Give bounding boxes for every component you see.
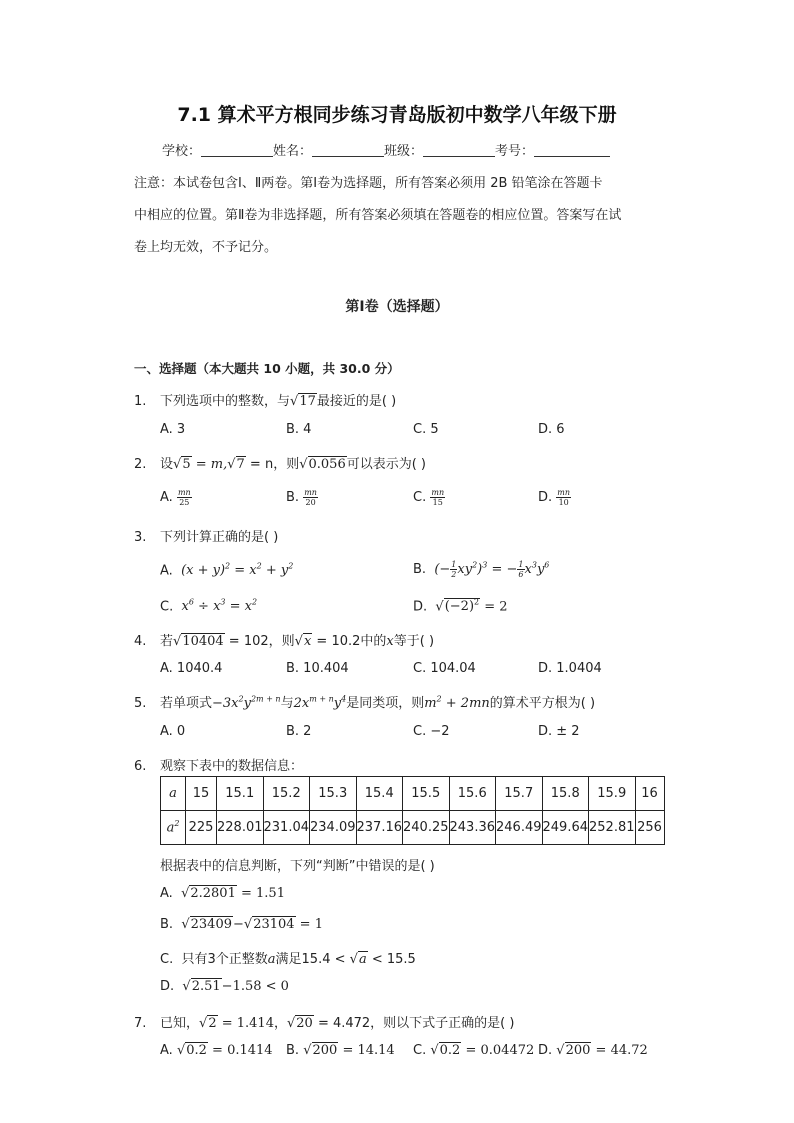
option-label: D. xyxy=(160,979,175,994)
stem-text: 只有3个正整数 xyxy=(181,952,268,967)
option-label: C. xyxy=(413,490,427,505)
table-cell: 15.6 xyxy=(449,777,496,811)
sqrt-expr: √23409 xyxy=(181,917,232,932)
stem-text: 可以表示为( ) xyxy=(346,457,426,472)
question-3 xyxy=(134,526,278,545)
option-d[interactable] xyxy=(538,1043,648,1058)
math-text: 2x xyxy=(293,696,310,711)
question-5 xyxy=(134,692,595,711)
stem-text: 观察下表中的数据信息： xyxy=(160,759,304,774)
exponent: 2 xyxy=(472,560,478,570)
table-cell: 16 xyxy=(635,777,664,811)
question-number: 3. xyxy=(134,530,147,545)
exponent: 6 xyxy=(188,598,194,607)
table-cell: 256 xyxy=(635,811,664,845)
option-b[interactable] xyxy=(413,560,549,579)
exponent: 2 xyxy=(238,694,244,704)
radicand: 23104 xyxy=(253,917,295,932)
math-text: ÷ x xyxy=(193,599,221,615)
radicand: x xyxy=(303,634,312,649)
numerator: mn xyxy=(431,488,445,497)
sqrt-expr: √x xyxy=(294,634,312,649)
stem-text: 是同类项，则 xyxy=(346,696,425,711)
part-heading xyxy=(134,359,400,377)
class-blank[interactable] xyxy=(423,142,495,157)
stem-text: 设 xyxy=(160,457,174,472)
math-text: y xyxy=(536,562,545,577)
stem-text: 下列计算正确的是( ) xyxy=(160,530,279,545)
option-a[interactable]: A. 0 xyxy=(160,724,186,739)
math-expr xyxy=(212,696,281,711)
option-a[interactable] xyxy=(160,488,192,507)
table-cell: 234.09 xyxy=(310,811,357,845)
math-text: = 0.1414 xyxy=(207,1043,273,1058)
option-label: C. xyxy=(413,1043,427,1058)
denominator: 6 xyxy=(518,570,524,579)
option-label: B. xyxy=(160,917,174,932)
option-label: C. xyxy=(160,952,174,967)
sqrt-expr: √a xyxy=(349,952,367,967)
math-text: = x xyxy=(230,563,257,579)
radicand: 200 xyxy=(565,1043,591,1058)
radicand: 20 xyxy=(296,1016,313,1031)
section-title: 第Ⅰ卷（选择题） xyxy=(345,299,449,315)
class-label: 班级： xyxy=(384,144,424,159)
exponent: 2 xyxy=(225,562,231,571)
option-b[interactable] xyxy=(286,1043,395,1058)
option-label: D. xyxy=(538,490,553,505)
fraction xyxy=(556,488,571,507)
exponent: 3 xyxy=(220,598,226,607)
fraction xyxy=(517,560,524,579)
sqrt-expr: √2.51 xyxy=(182,979,221,994)
option-label: D. xyxy=(538,1043,553,1058)
option-c[interactable]: C. −2 xyxy=(413,724,450,739)
numerator: mn xyxy=(557,488,571,497)
math-expr xyxy=(181,599,257,614)
option-label: C. xyxy=(160,599,174,615)
math-text: = 44.72 xyxy=(591,1043,648,1058)
table-cell: 15.4 xyxy=(356,777,403,811)
math-text: 满足15.4 < xyxy=(275,952,350,967)
sqrt-expr: √17 xyxy=(290,394,316,409)
math-text: x xyxy=(524,562,532,577)
table-cell: 240.25 xyxy=(403,811,450,845)
math-text: = − xyxy=(487,562,518,577)
table-row-a-squared xyxy=(161,811,665,845)
exponent: 2 xyxy=(256,562,262,571)
math-expr xyxy=(181,563,293,578)
exponent: 2m + n xyxy=(250,694,281,704)
math-text: = 0.04472 xyxy=(461,1043,535,1058)
sqrt-expr: √10404 xyxy=(173,634,224,649)
option-d[interactable] xyxy=(413,598,508,614)
sqrt-expr: √5 xyxy=(173,457,191,472)
table-cell: 15.2 xyxy=(263,777,310,811)
numerator: mn xyxy=(177,488,191,497)
table-row-a xyxy=(161,777,665,811)
question-number: 4. xyxy=(134,634,147,649)
math-text: = m, xyxy=(191,457,228,472)
fraction xyxy=(177,488,192,507)
option-a[interactable] xyxy=(160,886,285,901)
stem-text: = 4.472，则以下式子正确的是( ) xyxy=(313,1016,515,1031)
math-text: (−2) xyxy=(444,599,475,615)
instructions-note xyxy=(134,168,664,264)
sqrt-expr: $√(-2)^2$ xyxy=(435,598,480,615)
math-text: y xyxy=(243,696,251,711)
radicand: 23409 xyxy=(190,917,232,932)
student-info-line xyxy=(162,140,610,159)
question-6 xyxy=(134,755,303,774)
sqrt-expr: √0.056 xyxy=(299,457,346,472)
question-number: 7. xyxy=(134,1016,147,1031)
exponent: 3 xyxy=(482,560,488,570)
exponent: 4 xyxy=(341,694,347,704)
option-d[interactable]: D. ± 2 xyxy=(538,724,580,739)
option-label: B. xyxy=(286,1043,300,1058)
option-d[interactable]: D. 1.0404 xyxy=(538,661,602,676)
math-text: = 102，则 xyxy=(224,634,295,649)
option-c[interactable] xyxy=(160,948,416,967)
numerator: 1 xyxy=(451,560,457,569)
sqrt-expr: √200 xyxy=(303,1043,338,1058)
stem-text: 最接近的是( ) xyxy=(316,394,397,409)
option-a[interactable]: A. 3 xyxy=(160,422,186,437)
option-b[interactable]: B. 2 xyxy=(286,724,312,739)
denominator: 15 xyxy=(432,498,443,507)
option-d[interactable] xyxy=(160,979,289,994)
radicand: 0.056 xyxy=(308,457,346,472)
option-d[interactable] xyxy=(538,488,571,507)
table-cell: 225 xyxy=(186,811,217,845)
school-blank[interactable] xyxy=(201,142,273,157)
exam-number-blank[interactable] xyxy=(534,142,610,157)
option-b[interactable] xyxy=(160,917,323,932)
radicand: a xyxy=(358,952,367,967)
exponent: 3 xyxy=(531,560,537,570)
radicand: 2.2801 xyxy=(190,886,236,901)
question-6-followup: 根据表中的信息判断，下列“判断”中错误的是( ) xyxy=(160,859,435,874)
exam-number-label: 考号： xyxy=(495,144,535,159)
option-label: D. xyxy=(413,599,428,615)
radicand: 200 xyxy=(312,1043,338,1058)
math-expr xyxy=(424,696,490,711)
question-2 xyxy=(134,453,426,472)
math-text: −1.58 < 0 xyxy=(221,979,289,994)
math-text: (x + y) xyxy=(181,563,226,579)
denominator: 25 xyxy=(179,498,190,507)
option-label: A. xyxy=(160,886,173,901)
math-text: = 14.14 xyxy=(338,1043,395,1058)
denominator: 20 xyxy=(305,498,316,507)
option-c[interactable] xyxy=(413,1043,534,1058)
name-label: 姓名： xyxy=(273,144,313,159)
option-b[interactable]: B. 4 xyxy=(286,422,312,437)
math-var: a xyxy=(166,820,175,836)
table-cell: 231.04 xyxy=(263,811,310,845)
part-title: 一、选择题 xyxy=(134,361,197,376)
table-cell: 228.01 xyxy=(217,811,264,845)
option-c[interactable]: C. 104.04 xyxy=(413,661,476,676)
radicand: 5 xyxy=(182,457,191,472)
math-text: ) xyxy=(477,562,483,577)
question-number: 2. xyxy=(134,457,147,472)
note-line: 卷上均无效，不予记分。 xyxy=(134,240,278,255)
table-cell: 15.9 xyxy=(589,777,636,811)
sqrt-expr: √23104 xyxy=(243,917,295,932)
sqrt-expr: √2.2801 xyxy=(181,886,236,901)
option-label: A. xyxy=(160,1043,173,1058)
denominator: 2 xyxy=(451,570,457,579)
option-b[interactable]: B. 10.404 xyxy=(286,661,349,676)
option-d[interactable]: D. 6 xyxy=(538,422,565,437)
table-cell: 15.3 xyxy=(310,777,357,811)
exponent: 2 xyxy=(436,694,442,704)
exponent: 6 xyxy=(544,560,550,570)
table-cell: 243.36 xyxy=(449,811,496,845)
math-var: x xyxy=(386,634,394,649)
math-text: = 2 xyxy=(480,599,508,615)
stem-text: 若 xyxy=(160,634,174,649)
sqrt-expr: √200 xyxy=(556,1043,591,1058)
table-cell: 249.64 xyxy=(542,811,589,845)
math-expr xyxy=(434,562,549,577)
math-text: = x xyxy=(225,599,253,615)
table-header-cell: a xyxy=(161,777,186,811)
denominator: 10 xyxy=(558,498,569,507)
math-text: = 1.51 xyxy=(236,886,285,901)
radicand: 2.51 xyxy=(191,979,221,994)
table-cell: 15.7 xyxy=(496,777,543,811)
data-table xyxy=(160,776,665,845)
sqrt-expr: √2 xyxy=(199,1016,217,1031)
radicand xyxy=(444,598,480,614)
math-text: < 15.5 xyxy=(367,952,416,967)
radicand: 7 xyxy=(236,457,245,472)
option-label: B. xyxy=(413,562,427,577)
option-a[interactable]: A. 1040.4 xyxy=(160,661,223,676)
math-text: = n，则 xyxy=(245,457,300,472)
exponent: 2 xyxy=(252,598,258,607)
exponent: 2 xyxy=(174,819,180,829)
option-label: B. xyxy=(286,490,300,505)
exponent: 2 xyxy=(474,598,480,607)
stem-text: 若单项式 xyxy=(160,696,213,711)
radicand: 17 xyxy=(299,394,316,409)
option-a[interactable] xyxy=(160,562,293,578)
stem-text: 与 xyxy=(280,696,294,711)
math-text: m xyxy=(424,696,437,711)
table-header-cell xyxy=(161,811,186,845)
table-cell: 15.8 xyxy=(542,777,589,811)
question-1 xyxy=(134,390,396,409)
sqrt-expr: √20 xyxy=(286,1016,313,1031)
sqrt-expr: √7 xyxy=(227,457,245,472)
stem-text: 已知， xyxy=(160,1016,200,1031)
part-meta: （本大题共 10 小题，共 30.0 分） xyxy=(196,361,400,376)
math-text: + 2mn xyxy=(441,696,490,711)
radicand: 2 xyxy=(208,1016,217,1031)
option-c[interactable] xyxy=(160,598,257,614)
radicand: 0.2 xyxy=(186,1043,207,1058)
option-c[interactable] xyxy=(413,488,445,507)
fraction xyxy=(430,488,445,507)
stem-text: 等于( ) xyxy=(393,634,435,649)
table-cell: 246.49 xyxy=(496,811,543,845)
math-text: y xyxy=(333,696,342,711)
math-text: = 1 xyxy=(295,917,323,932)
question-number: 5. xyxy=(134,696,147,711)
table-cell: 15.1 xyxy=(217,777,264,811)
school-label: 学校： xyxy=(162,144,202,159)
question-number: 6. xyxy=(134,759,147,774)
sqrt-expr: √0.2 xyxy=(430,1043,461,1058)
table-cell: 237.16 xyxy=(356,811,403,845)
math-expr xyxy=(294,696,347,711)
table-cell: 15 xyxy=(186,777,217,811)
note-line: 注意：本试卷包含Ⅰ、Ⅱ两卷。第Ⅰ卷为选择题，所有答案必须用 2B 铅笔涂在答题卡 xyxy=(134,176,603,191)
option-a[interactable] xyxy=(160,1043,273,1058)
table-cell: 15.5 xyxy=(403,777,450,811)
math-text: = 10.2中的 xyxy=(312,634,387,649)
math-var: a xyxy=(267,952,276,967)
math-text: xy xyxy=(457,562,473,577)
exponent: 2 xyxy=(288,562,294,571)
page-title: 7.1 算术平方根同步练习青岛版初中数学八年级下册 xyxy=(177,104,617,126)
radicand: 10404 xyxy=(182,634,224,649)
option-c[interactable]: C. 5 xyxy=(413,422,439,437)
math-text: = 1.414， xyxy=(217,1016,287,1031)
option-b[interactable] xyxy=(286,488,318,507)
math-text: − xyxy=(232,917,244,932)
option-label: A. xyxy=(160,563,173,579)
option-label: A. xyxy=(160,490,173,505)
fraction xyxy=(303,488,318,507)
math-text: −3x xyxy=(212,696,239,711)
math-text: + y xyxy=(261,563,289,579)
stem-text: 下列选项中的整数，与 xyxy=(160,394,291,409)
exponent: m + n xyxy=(309,694,334,704)
sqrt-expr: √0.2 xyxy=(176,1043,207,1058)
note-line: 中相应的位置。第Ⅱ卷为非选择题，所有答案必须填在答题卷的相应位置。答案写在试 xyxy=(134,208,622,223)
numerator: 1 xyxy=(518,560,524,569)
math-text: (− xyxy=(434,562,451,577)
radicand: 0.2 xyxy=(439,1043,461,1058)
question-number: 1. xyxy=(134,394,147,409)
question-7 xyxy=(134,1012,514,1031)
numerator: mn xyxy=(304,488,317,497)
math-text: x xyxy=(181,599,189,615)
question-4 xyxy=(134,630,434,649)
stem-text: 的算术平方根为( ) xyxy=(489,696,596,711)
table-cell: 252.81 xyxy=(589,811,636,845)
name-blank[interactable] xyxy=(312,142,384,157)
